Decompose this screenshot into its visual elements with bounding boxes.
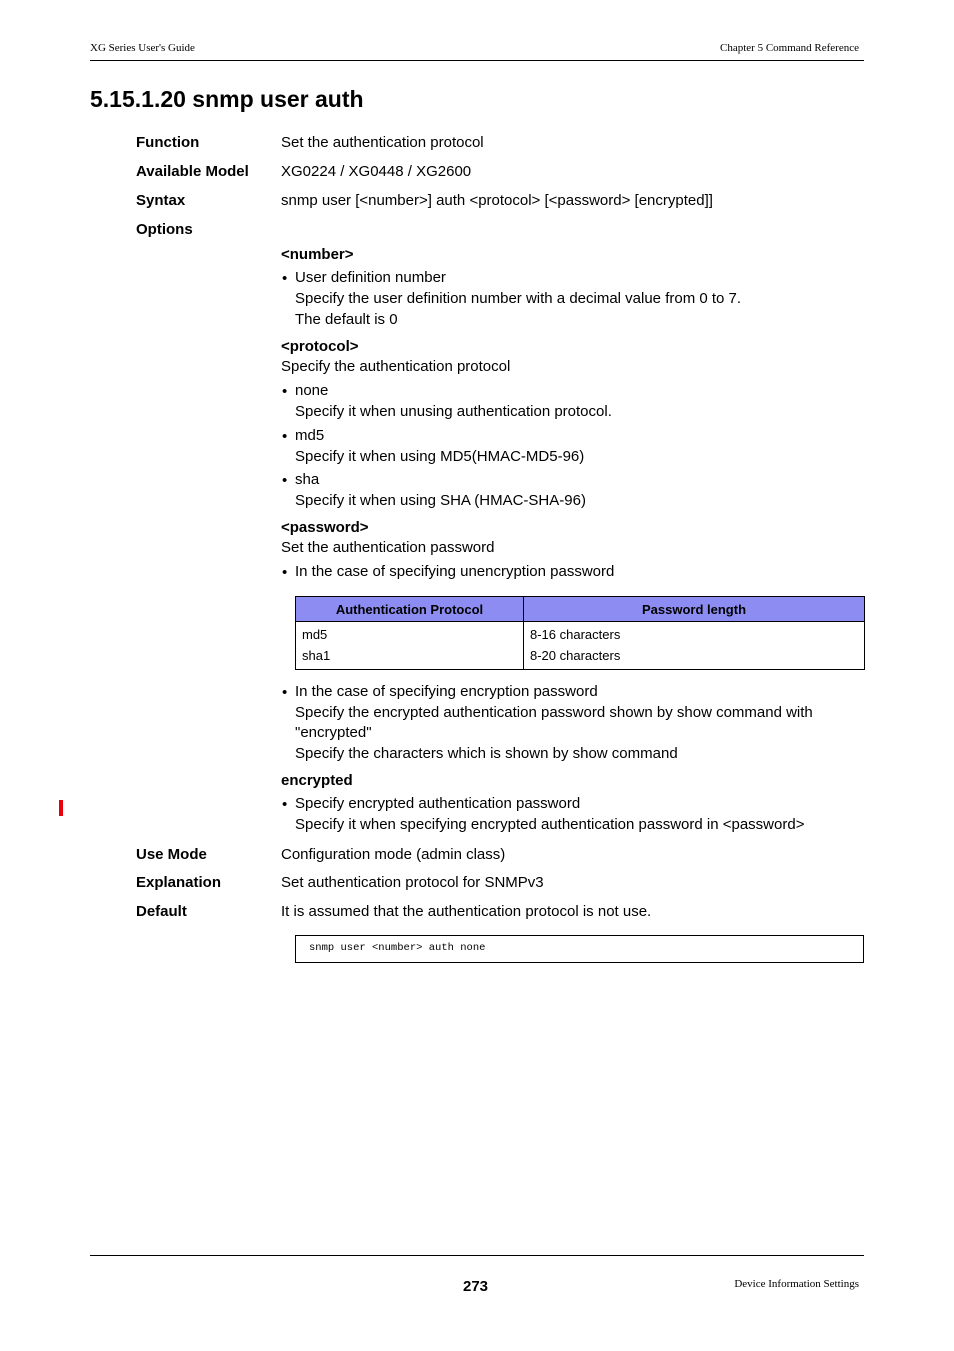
number-line2: The default is 0 (295, 311, 398, 328)
protocol-md5: md5 (295, 427, 325, 444)
header-rule (90, 60, 864, 61)
password-bullet2-line3: Specify the characters which is shown by show command (295, 745, 678, 762)
encrypted-bullet: Specify encrypted authentication password (295, 795, 581, 812)
options-label: Options (136, 221, 193, 238)
table-row (296, 622, 865, 646)
table-header-row (296, 597, 865, 622)
default-code-box (295, 935, 864, 963)
explanation-label: Explanation (136, 874, 222, 891)
protocol-intro: Specify the authentication protocol (281, 358, 511, 375)
function-label: Function (136, 134, 200, 151)
bullet-dot: • (282, 684, 288, 701)
bullet-dot: • (282, 428, 288, 445)
default-code: snmp user <number> auth none (309, 942, 486, 954)
page-footer-right: Device Information Settings (734, 1278, 859, 1290)
bullet-dot: • (282, 270, 288, 287)
protocol-none: none (295, 382, 329, 399)
explanation-value: Set authentication protocol for SNMPv3 (281, 874, 544, 891)
bullet-dot: • (282, 472, 288, 489)
password-intro: Set the authentication password (281, 539, 495, 556)
default-value: It is assumed that the authentication protocol is not use. (281, 903, 652, 920)
password-bullet2: In the case of specifying encryption password (295, 683, 598, 700)
password-bullet2-line2: "encrypted" (295, 724, 372, 741)
protocol-md5-desc: Specify it when using MD5(HMAC-MD5-96) (295, 448, 585, 465)
column-header: Authentication Protocol (296, 597, 524, 622)
model-value: XG0224 / XG0448 / XG2600 (281, 163, 472, 180)
usemode-label: Use Mode (136, 846, 207, 863)
function-value: Set the authentication protocol (281, 134, 484, 151)
page-header-right: Chapter 5 Command Reference (720, 42, 859, 54)
protocol-heading: <protocol> (281, 338, 359, 355)
section-title: 5.15.1.20 snmp user auth (90, 86, 364, 112)
bullet-dot: • (282, 564, 288, 581)
model-label: Available Model (136, 163, 249, 180)
change-bar (59, 800, 63, 816)
bullet-dot: • (282, 383, 288, 400)
page-header-left: XG Series User's Guide (90, 42, 195, 54)
syntax-value: snmp user [<number>] auth <protocol> [<password> [encrypted]] (281, 192, 713, 209)
number-heading: <number> (281, 246, 354, 263)
protocol-none-desc: Specify it when unusing authentication protocol. (295, 403, 612, 420)
table-cell: md5 (296, 622, 524, 646)
number-bullet: User definition number (295, 269, 446, 286)
encrypted-heading: encrypted (281, 772, 353, 789)
protocol-sha-desc: Specify it when using SHA (HMAC-SHA-96) (295, 492, 586, 509)
table-row (296, 645, 865, 670)
table-cell: 8-20 characters (524, 645, 865, 670)
page-number: 273 (463, 1278, 489, 1295)
bullet-dot: • (282, 796, 288, 813)
table-cell: sha1 (296, 645, 524, 670)
default-label: Default (136, 903, 187, 920)
table-cell: 8-16 characters (524, 622, 865, 646)
password-heading: <password> (281, 519, 369, 536)
password-bullet2-line1: Specify the encrypted authentication password shown by show command with (295, 704, 813, 721)
column-header: Password length (524, 597, 865, 622)
number-line1: Specify the user definition number with a decimal value from 0 to 7. (295, 290, 742, 307)
encrypted-line1: Specify it when specifying encrypted authentication password in <password> (295, 816, 805, 833)
footer-rule (90, 1255, 864, 1256)
password-length-table (295, 596, 865, 670)
password-bullet1: In the case of specifying unencryption password (295, 563, 615, 580)
protocol-sha: sha (295, 471, 320, 488)
usemode-value: Configuration mode (admin class) (281, 846, 506, 863)
syntax-label: Syntax (136, 192, 186, 209)
